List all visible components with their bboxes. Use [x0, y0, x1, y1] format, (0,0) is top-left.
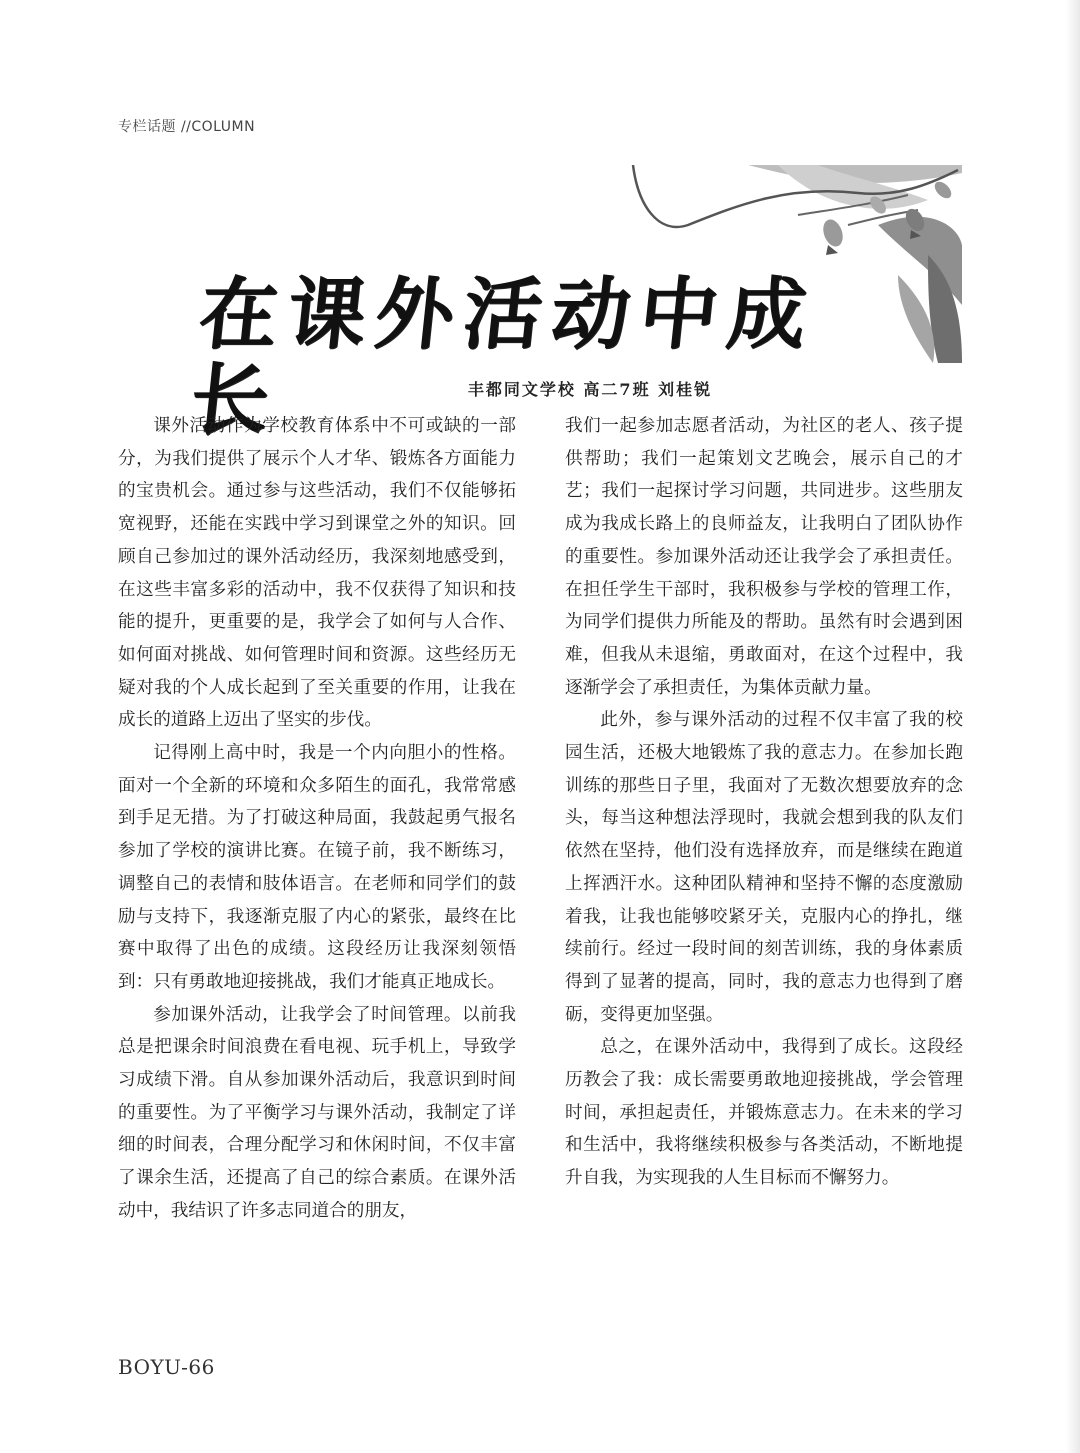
paragraph: 课外活动作为学校教育体系中不可或缺的一部分，为我们提供了展示个人才华、锻炼各方面能力的宝贵机会。通过参与这些活动，我们不仅能够拓宽视野，还能在实践中学习到课堂之外的知识。回顾自己参加过的课外活动经历，我深刻地感受到，在这些丰富多彩的活动中，我不仅获得了知识和技能的提升，更重要的是，我学会了如何与人合作、如何面对挑战、如何管理时间和资源。这些经历无疑对我的个人成长起到了至关重要的作用，让我在成长的道路上迈出了坚实的步伐。 [118, 416, 516, 731]
paragraph: 此外，参与课外活动的过程不仅丰富了我的校园生活，还极大地锻炼了我的意志力。在参加长跑训练的那些日子里，我面对了无数次想要放弃的念头，每当这种想法浮现时，我就会想到我的队友们依然在坚持，他们没有选择放弃，而是继续在跑道上挥洒汗水。这种团队精神和坚持不懈的态度激励着我，让我也能够咬紧牙关，克服内心的挣扎，继续前行。经过一段时间的刻苦训练，我的身体素质得到了显著的提高，同时，我的意志力也得到了磨砺，变得更加坚强。 [565, 710, 963, 1025]
paragraph-continued: 我们一起参加志愿者活动，为社区的老人、孩子提供帮助；我们一起策划文艺晚会，展示自己的才艺；我们一起探讨学习问题，共同进步。这些朋友成为我成长路上的良师益友，让我明白了团队协作的重要性。参加课外活动还让我学会了承担责任。在担任学生干部时，我积极参与学校的管理工作，为同学们提供力所能及的帮助。虽然有时会遇到困难，但我从未退缩，勇敢面对，在这个过程中，我逐渐学会了承担责任，为集体贡献力量。 [565, 416, 963, 698]
paragraph: 总之，在课外活动中，我得到了成长。这段经历教会了我：成长需要勇敢地迎接挑战，学会管理时间，承担起责任，并锻炼意志力。在未来的学习和生活中，我将继续积极参与各类活动，不断地提升自我，为实现我的人生目标而不懈努力。 [565, 1037, 963, 1189]
page-number: BOYU-66 [118, 1355, 215, 1379]
page-edge-shadow [1066, 0, 1080, 1453]
left-text-column [118, 410, 516, 1228]
paragraph: 参加课外活动，让我学会了时间管理。以前我总是把课余时间浪费在看电视、玩手机上，导致学习成绩下滑。自从参加课外活动后，我意识到时间的重要性。为了平衡学习与课外活动，我制定了详细的时间表，合理分配学习和休闲时间，不仅丰富了课余生活，还提高了自己的综合素质。在课外活动中，我结识了许多志同道合的朋友， [118, 1004, 516, 1221]
article-title: 在课外活动中成长 [185, 269, 821, 446]
article-byline: 丰都同文学校 高二7班 刘桂锐 [467, 380, 713, 399]
right-text-column [565, 410, 963, 1195]
paragraph: 记得刚上高中时，我是一个内向胆小的性格。面对一个全新的环境和众多陌生的面孔，我常常感到手足无措。为了打破这种局面，我鼓起勇气报名参加了学校的演讲比赛。在镜子前，我不断练习，调整自己的表情和肢体语言。在老师和同学们的鼓励与支持下，我逐渐克服了内心的紧张，最终在比赛中取得了出色的成绩。这段经历让我深刻领悟到：只有勇敢地迎接挑战，我们才能真正地成长。 [118, 743, 516, 992]
column-header: 专栏话题 //COLUMN [118, 119, 256, 135]
